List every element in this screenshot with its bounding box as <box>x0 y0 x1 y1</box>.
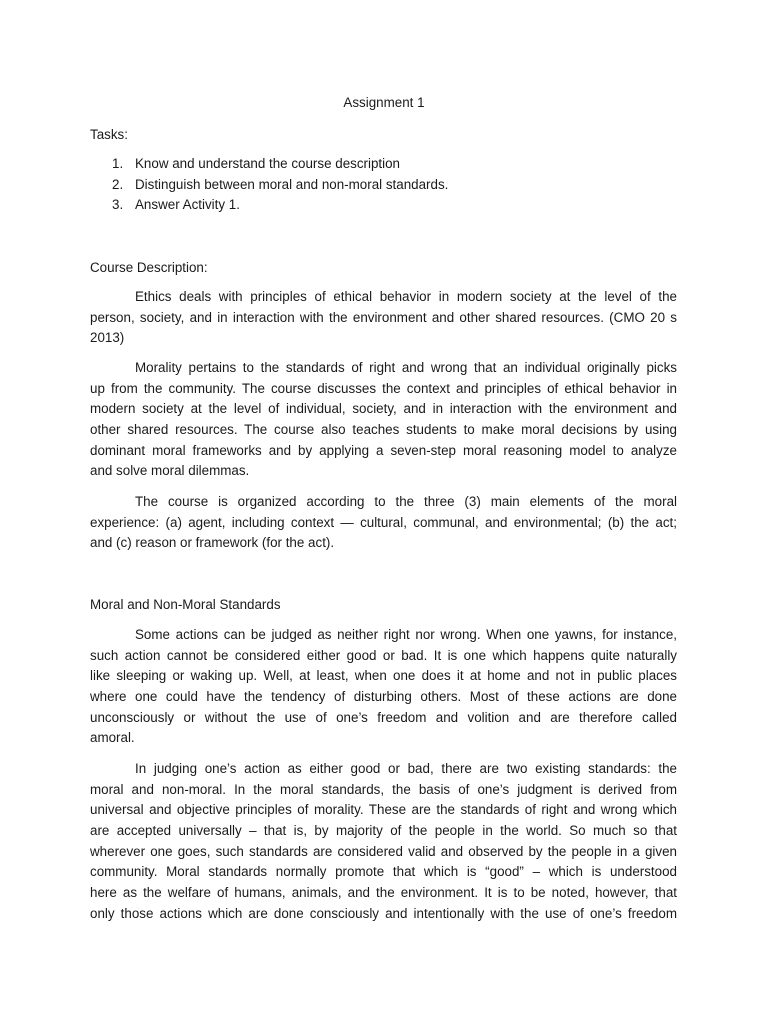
text-line: experience: (a) agent, including context — cultural, communal, and environmental; (b) the act; <box>90 514 677 530</box>
text-line: community. Moral standards normally promote that which is “good” – which is understood <box>90 864 677 880</box>
text-line: Some actions can be judged as neither right nor wrong. When one yawns, for instance, <box>135 627 677 642</box>
paragraph <box>90 759 677 925</box>
list-number: 1. <box>112 156 124 171</box>
text-line: modern society at the level of individual, society, and in interaction with the environment and <box>90 401 677 417</box>
text-line: person, society, and in interaction with the environment and other shared resources. (CMO 20 s <box>90 309 677 325</box>
text-line: unconsciously or without the use of one’s freedom and volition and are therefore called <box>90 709 677 725</box>
text-line: and (c) reason or framework (for the act). <box>90 535 335 551</box>
text-line: where one could have the tendency of disturbing others. Most of these actions are done <box>90 689 677 705</box>
list-text: Answer Activity 1. <box>135 197 240 213</box>
text-line: wherever one goes, such standards are considered valid and observed by the people in a given <box>90 843 677 859</box>
text-line: Ethics deals with principles of ethical behavior in modern society at the level of the <box>135 289 677 304</box>
course-description-heading: Course Description: <box>90 260 208 275</box>
text-line: up from the community. The course discusses the context and principles of ethical behavior in <box>90 380 677 396</box>
paragraph <box>90 625 677 749</box>
list-item <box>90 154 448 175</box>
list-number: 2. <box>112 176 124 192</box>
text-line: universal and objective principles of morality. These are the standards of right and wrong which <box>90 802 677 818</box>
paragraph <box>90 492 677 554</box>
list-number: 3. <box>112 197 124 213</box>
text-line: dominant moral frameworks and by applying a seven-step moral reasoning model to analyze <box>90 442 677 458</box>
list-item <box>90 175 448 196</box>
list-text: Know and understand the course description <box>135 156 401 171</box>
list-text: Distinguish between moral and non-moral standards. <box>135 176 449 192</box>
tasks-heading: Tasks: <box>90 127 128 142</box>
text-line: The course is organized according to the three (3) main elements of the moral <box>135 494 677 509</box>
list-item <box>90 195 448 216</box>
text-line: and solve moral dilemmas. <box>90 463 250 479</box>
text-line: are accepted universally – that is, by majority of the people in the world. So much so that <box>90 823 677 839</box>
text-line: only those actions which are done consciously and intentionally with the use of one’s freedom <box>90 905 677 921</box>
text-line: moral and non-moral. In the moral standards, the basis of one’s judgment is derived from <box>90 781 677 797</box>
text-line: such action cannot be considered either good or bad. It is one which happens quite naturally <box>90 647 677 663</box>
text-line: like sleeping or waking up. Well, at least, when one does it at home and not in public places <box>90 668 677 684</box>
moral-standards-heading: Moral and Non-Moral Standards <box>90 597 281 612</box>
text-line: 2013) <box>90 330 125 346</box>
text-line: amoral. <box>90 730 135 746</box>
text-line: other shared resources. The course also teaches students to make moral decisions by using <box>90 422 677 438</box>
text-line: In judging one’s action as either good or bad, there are two existing standards: the <box>135 761 677 776</box>
paragraph <box>90 287 677 349</box>
paragraph <box>90 358 677 482</box>
tasks-list <box>90 154 448 216</box>
page-title: Assignment 1 <box>343 95 425 110</box>
text-line: Morality pertains to the standards of right and wrong that an individual originally picks <box>135 360 677 375</box>
text-line: here as the welfare of humans, animals, and the environment. It is to be noted, however, that <box>90 885 677 901</box>
